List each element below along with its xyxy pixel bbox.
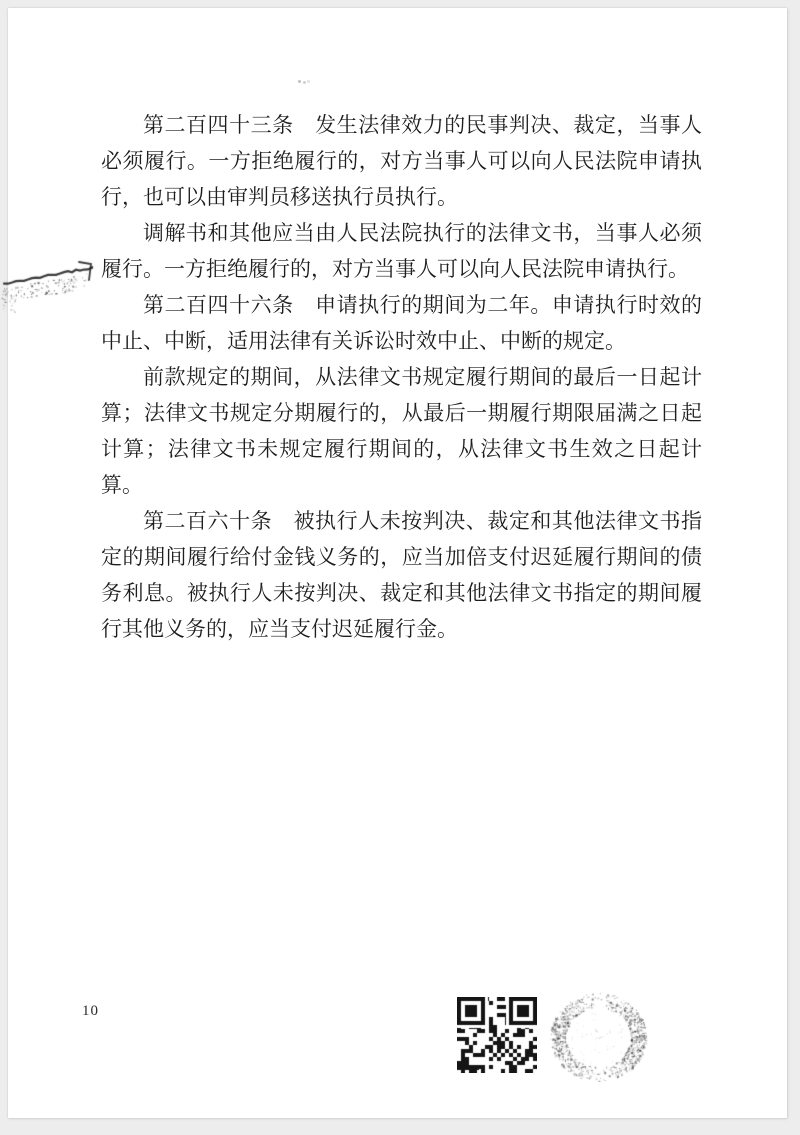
paragraph-period-calc: 前款规定的期间，从法律文书规定履行期间的最后一日起计算；法律文书规定分期履行的，从最后一期履行期限届满之日起计算；法律文书未规定履行期间的，从法律文书生效之日起计算。	[101, 365, 702, 497]
paragraph-mediation: 调解书和其他应当由人民法院执行的法律文书，当事人必须履行。一方拒绝履行的，对方当事人可以向人民法院申请执行。	[101, 221, 702, 281]
print-speck	[298, 80, 301, 83]
stamp-seal-icon	[548, 992, 648, 1082]
qr-code	[457, 997, 537, 1073]
ink-smudge	[0, 258, 100, 320]
page-number: 10	[82, 1003, 99, 1019]
paragraph-article-243: 第二百四十三条 发生法律效力的民事判决、裁定，当事人必须履行。一方拒绝履行的，对方当事人可以向人民法院申请执行，也可以由审判员移送执行员执行。	[101, 113, 702, 209]
document-body	[101, 107, 702, 647]
paragraph-article-246: 第二百四十六条 申请执行的期间为二年。申请执行时效的中止、中断，适用法律有关诉讼时效中止、中断的规定。	[101, 293, 702, 353]
paragraph-article-260: 第二百六十条 被执行人未按判决、裁定和其他法律文书指定的期间履行给付金钱义务的，应当加倍支付迟延履行期间的债务利息。被执行人未按判决、裁定和其他法律文书指定的期间履行其他义务的，应当支付迟延履行金。	[101, 509, 702, 641]
